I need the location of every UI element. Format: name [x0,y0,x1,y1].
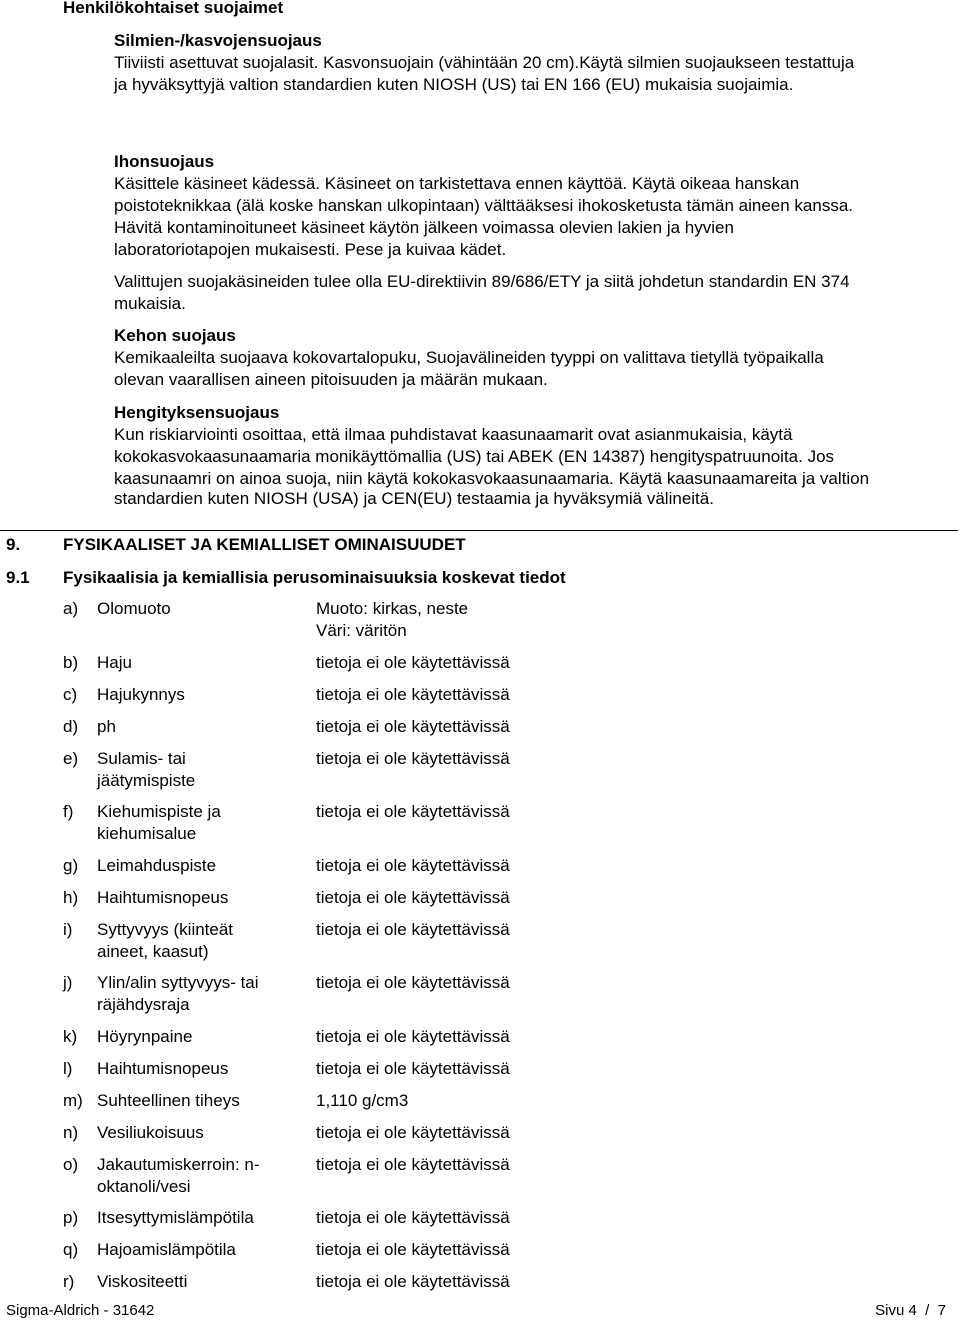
property-name: Hajukynnys [97,685,185,704]
property-letter: n) [63,1123,79,1142]
property-name: Ylin/alin syttyvyys- tai räjähdysraja [97,973,259,1014]
property-value: tietoja ei ole käytettävissä [316,1208,510,1227]
property-name: Höyrynpaine [97,1027,193,1046]
property-value: tietoja ei ole käytettävissä [316,802,510,821]
property-name: ph [97,717,116,736]
section-heading-ppe: Henkilökohtaiset suojaimet [63,0,284,17]
property-name: Suhteellinen tiheys [97,1091,240,1110]
property-letter: m) [63,1091,83,1110]
property-name: Sulamis- tai jäätymispiste [97,749,196,790]
glove-standard-line: Valittujen suojakäsineiden tulee olla EU-direktiivin 89/686/ETY ja siitä johdetun standardin EN 374 [114,272,850,291]
section-divider [0,530,958,531]
property-letter: k) [63,1027,78,1046]
property-letter: l) [63,1059,73,1078]
glove-standard-line: mukaisia. [114,294,186,313]
property-name: Haihtumisnopeus [97,1059,229,1078]
property-name: Jakautumiskerroin: n-oktanoli/vesi [97,1155,260,1196]
property-value: tietoja ei ole käytettävissä [316,717,510,736]
property-value: tietoja ei ole käytettävissä [316,1272,510,1291]
property-value: tietoja ei ole käytettävissä [316,1240,510,1259]
subsection-9-1-title: Fysikaalisia ja kemiallisia perusominaisuuksia koskevat tiedot [63,568,566,587]
property-value: tietoja ei ole käytettävissä [316,749,510,768]
body-protection-title: Kehon suojaus [114,326,236,345]
respiratory-protection-title: Hengityksensuojaus [114,403,280,422]
property-letter: b) [63,653,79,672]
respiratory-protection-line: standardien kuten NIOSH (USA) ja CEN(EU) testaamia ja hyväksymiä välineitä. [114,489,714,508]
property-value: tietoja ei ole käytettävissä [316,920,510,939]
property-value: tietoja ei ole käytettävissä [316,888,510,907]
skin-protection-line: poistoteknikkaa (älä koske hanskan ulkopintaan) välttääksesi ihokosketusta tämän aineen kanssa. [114,196,853,215]
property-name: Olomuoto [97,599,171,618]
property-value: tietoja ei ole käytettävissä [316,856,510,875]
respiratory-protection-line: kaasunaamri on ainoa suoja, niin käytä kokokasvokaasunaamaria. Käytä kaasunaamareita ja valtion [114,469,870,488]
property-value: tietoja ei ole käytettävissä [316,1059,510,1078]
respiratory-protection-line: Kun riskiarviointi osoittaa, että ilmaa puhdistavat kaasunaamarit ovat asianmukaisia, käytä [114,425,793,444]
property-letter: d) [63,717,79,736]
property-value: tietoja ei ole käytettävissä [316,1027,510,1046]
property-letter: a) [63,599,79,618]
property-name: Hajoamislämpötila [97,1240,236,1259]
property-letter: h) [63,888,79,907]
property-name: Haihtumisnopeus [97,888,229,907]
property-value: tietoja ei ole käytettävissä [316,653,510,672]
property-value: tietoja ei ole käytettävissä [316,973,510,992]
property-name: Haju [97,653,132,672]
property-value: tietoja ei ole käytettävissä [316,1123,510,1142]
property-letter: g) [63,856,79,875]
property-letter: p) [63,1208,79,1227]
property-letter: e) [63,749,79,768]
property-letter: c) [63,685,78,704]
section-9-title: FYSIKAALISET JA KEMIALLISET OMINAISUUDET [63,535,466,554]
section-9-number: 9. [6,535,21,554]
subsection-9-1-number: 9.1 [6,568,30,587]
body-protection-line: olevan vaarallisen aineen pitoisuuden ja määrän mukaan. [114,370,548,389]
property-value: tietoja ei ole käytettävissä [316,1155,510,1174]
footer-page-number: Sivu 4 / 7 [875,1302,946,1319]
property-name: Leimahduspiste [97,856,217,875]
property-name: Vesiliukoisuus [97,1123,204,1142]
property-name: Itsesyttymislämpötila [97,1208,254,1227]
property-letter: q) [63,1240,79,1259]
property-value: tietoja ei ole käytettävissä [316,685,510,704]
skin-protection-line: Hävitä kontaminoituneet käsineet käytön jälkeen voimassa olevien lakien ja hyvien [114,218,734,237]
property-letter: o) [63,1155,79,1174]
eye-protection-line-2: ja hyväksyttyjä valtion standardien kuten NIOSH (US) tai EN 166 (EU) mukaisia suojaimia. [114,75,794,94]
property-value: Muoto: kirkas, neste [316,599,469,618]
respiratory-protection-line: kokokasvokaasunaamaria monikäyttömallia (US) tai ABEK (EN 14387) hengityspatruunoita. Jos [114,447,835,466]
property-name: Kiehumispiste ja kiehumisalue [97,802,221,843]
body-protection-line: Kemikaaleilta suojaava kokovartalopuku, Suojavälineiden tyyppi on valittava tietyllä työpaikalla [114,348,824,367]
property-value: 1,110 g/cm3 [316,1091,409,1110]
property-name: Viskositeetti [97,1272,188,1291]
property-letter: r) [63,1272,75,1291]
eye-protection-title: Silmien-/kasvojensuojaus [114,31,322,50]
property-letter: i) [63,920,73,939]
property-letter: f) [63,802,74,821]
skin-protection-line: laboratoriotapojen mukaisesti. Pese ja kuivaa kädet. [114,240,507,259]
skin-protection-title: Ihonsuojaus [114,152,215,171]
property-name: Syttyvyys (kiinteät aineet, kaasut) [97,920,234,961]
property-letter: j) [63,973,73,992]
footer-product-id: Sigma-Aldrich - 31642 [6,1302,155,1319]
skin-protection-line: Käsittele käsineet kädessä. Käsineet on tarkistettava ennen käyttöä. Käytä oikeaa hanskan [114,174,800,193]
property-value-2: Väri: väritön [316,621,407,640]
eye-protection-line-1: Tiiviisti asettuvat suojalasit. Kasvonsuojain (vähintään 20 cm).Käytä silmien suojaukseen testattuja [114,53,855,72]
